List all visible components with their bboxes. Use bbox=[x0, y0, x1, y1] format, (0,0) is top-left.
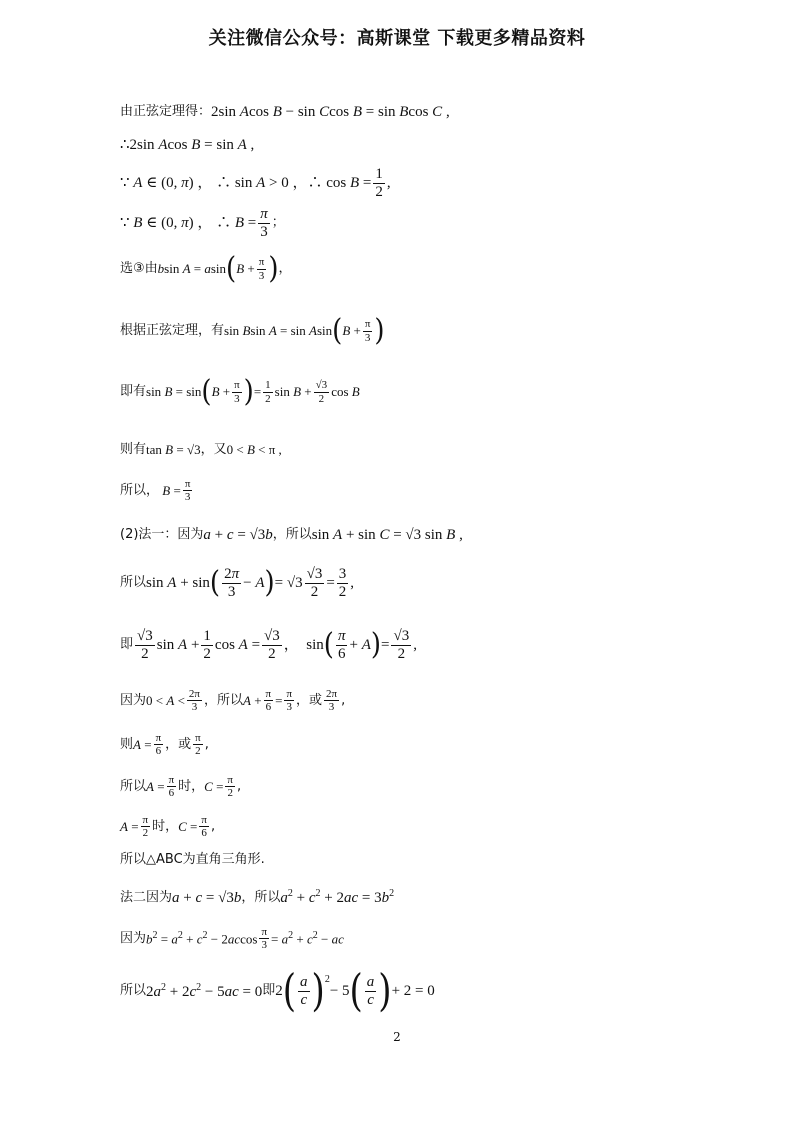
line-10 bbox=[120, 526, 463, 544]
fraction: $\frac{2\pi}{3}$ bbox=[188, 688, 200, 714]
left-paren: ( bbox=[282, 965, 297, 1017]
fraction: $\frac{2\pi}{3}$ bbox=[326, 688, 338, 714]
fraction: $\frac{\pi}{2}$ bbox=[195, 732, 201, 758]
equation: A + bbox=[242, 692, 262, 708]
equation: sin Bsin A = sin Asin bbox=[224, 323, 333, 339]
left-paren: ( bbox=[349, 965, 363, 1017]
fraction: $\frac{√3}{2}$ bbox=[393, 628, 410, 662]
page-header: 关注微信公众号：高斯课堂 下载更多精品资料 bbox=[208, 28, 586, 49]
equals: = bbox=[253, 384, 262, 400]
fraction: $\frac{a}{c}$ bbox=[300, 974, 308, 1008]
line-13-prefix: 因为 bbox=[120, 692, 147, 708]
fraction: $\frac{1}{2}$ bbox=[375, 166, 383, 200]
left-paren: ( bbox=[323, 627, 334, 663]
equation: cos B bbox=[331, 384, 360, 400]
exponent: 2 bbox=[324, 974, 330, 985]
line-11-prefix: 所以 bbox=[120, 575, 147, 591]
equation: B + bbox=[342, 323, 361, 339]
line-18-prefix: 法二因为 bbox=[120, 889, 173, 905]
line-12 bbox=[120, 628, 417, 662]
fraction: $\frac{1}{2}$ bbox=[203, 628, 211, 662]
equation: A = bbox=[146, 778, 165, 794]
comma: , bbox=[236, 778, 242, 794]
because-symbol: ∵ bbox=[120, 215, 130, 231]
line-10-prefix: (2)法一：因为 bbox=[120, 527, 204, 543]
fraction: $\frac{\pi}{3}$ bbox=[260, 206, 268, 240]
comma: , bbox=[204, 736, 209, 752]
line-3 bbox=[120, 166, 391, 200]
equation: sin B = sin bbox=[146, 384, 202, 400]
line-18-mid: ，所以 bbox=[241, 889, 281, 905]
right-paren: ) bbox=[370, 627, 382, 663]
line-13-mid2: ，或 bbox=[296, 692, 323, 708]
because-symbol: ∵ bbox=[120, 175, 130, 191]
line-8-prefix: 则有 bbox=[120, 442, 147, 457]
comma: , bbox=[210, 818, 216, 834]
fraction: $\frac{\pi}{6}$ bbox=[168, 774, 175, 800]
line-13 bbox=[120, 688, 345, 713]
line-9-prefix: 所以， bbox=[120, 482, 160, 498]
line-20-prefix: 所以 bbox=[120, 983, 147, 999]
equation: $a^2 + c^2 + 2ac = 3b^2$ bbox=[280, 888, 395, 906]
equation: C = bbox=[178, 818, 198, 834]
equals: = bbox=[326, 575, 335, 591]
left-paren: ( bbox=[226, 251, 237, 287]
equation: $2a^2 + 2c^2 - 5ac = 0$ bbox=[146, 981, 263, 1000]
fraction: $\frac{\pi}{6}$ bbox=[265, 688, 272, 714]
equation: 0 < B < π , bbox=[226, 442, 282, 457]
line-20 bbox=[120, 965, 435, 1017]
fraction: $\frac{√3}{2}$ bbox=[315, 379, 328, 405]
equation: C = bbox=[204, 778, 224, 794]
comma: , bbox=[386, 175, 391, 191]
equation: B + bbox=[236, 261, 255, 277]
line-1 bbox=[120, 103, 450, 121]
line-16-mid: 时， bbox=[152, 818, 179, 834]
left-paren: ( bbox=[201, 374, 212, 410]
equation: = $a^2 + c^2$ − ac bbox=[271, 930, 344, 947]
equation: sin B + bbox=[274, 384, 312, 400]
comma: ， bbox=[278, 261, 292, 277]
equals: = bbox=[381, 637, 390, 653]
equation: 2sin Acos B − sin Ccos B = sin Bcos C , bbox=[211, 104, 450, 120]
equation: − 5 bbox=[329, 983, 350, 999]
comma: , bbox=[350, 575, 355, 591]
fraction: $\frac{a}{c}$ bbox=[366, 974, 375, 1008]
line-1-prefix: 由正弦定理得： bbox=[120, 104, 212, 120]
equation: a + c = √3b bbox=[172, 889, 242, 906]
right-paren: ) bbox=[264, 565, 275, 601]
equation: cos A = bbox=[214, 637, 261, 653]
line-7 bbox=[120, 374, 360, 410]
line-19 bbox=[120, 926, 344, 951]
left-paren: ( bbox=[209, 565, 221, 601]
fraction: $\frac{1}{2}$ bbox=[265, 379, 271, 405]
equation: B ∈ (0, π) ， ∴ B = bbox=[133, 215, 257, 231]
line-15-mid: 时， bbox=[178, 778, 205, 794]
equation: − A bbox=[243, 575, 265, 591]
line-6-prefix: 根据正弦定理，有 bbox=[120, 323, 225, 339]
line-19-prefix: 因为 bbox=[120, 930, 147, 946]
line-17-text: 所以△ABC为直角三角形. bbox=[120, 852, 265, 867]
line-8-mid: ，又 bbox=[200, 442, 227, 457]
equation: sin A + sin bbox=[146, 575, 210, 591]
line-13-mid: ，所以 bbox=[203, 692, 243, 708]
fraction: $\frac{\pi}{3}$ bbox=[364, 318, 371, 344]
fraction: $\frac{\pi}{3}$ bbox=[234, 379, 240, 405]
line-6 bbox=[120, 313, 385, 349]
line-16 bbox=[120, 814, 215, 839]
equation: B = bbox=[162, 482, 181, 498]
comma: , bbox=[413, 637, 417, 653]
equation: tan B = √3 bbox=[146, 442, 201, 457]
line-15-prefix: 所以 bbox=[120, 778, 147, 794]
line-12-prefix: 即 bbox=[120, 637, 134, 653]
equation: ， sin bbox=[283, 637, 324, 653]
equation: 0 < A < bbox=[146, 692, 185, 708]
semicolon: ； bbox=[271, 215, 285, 231]
equation: $b^2 = a^2 + c^2 - 2accos$ bbox=[146, 930, 258, 947]
fraction: $\frac{2\pi}{3}$ bbox=[224, 566, 240, 600]
fraction: $\frac{\pi}{6}$ bbox=[337, 628, 346, 662]
equation: A = bbox=[133, 736, 152, 752]
right-paren: ) bbox=[268, 251, 279, 287]
therefore-symbol: ∴ bbox=[120, 137, 130, 153]
fraction: $\frac{\pi}{6}$ bbox=[201, 814, 207, 840]
right-paren: ) bbox=[378, 965, 392, 1017]
line-8 bbox=[120, 442, 282, 458]
equation: B + bbox=[211, 384, 231, 400]
fraction: $\frac{\pi}{6}$ bbox=[155, 732, 162, 758]
fraction: $\frac{\pi}{2}$ bbox=[142, 814, 149, 840]
line-5-prefix: 选③由 bbox=[120, 261, 158, 277]
equation: = √3 bbox=[274, 575, 303, 591]
line-11 bbox=[120, 566, 354, 600]
equals: = bbox=[275, 692, 283, 708]
equation: + 2 = 0 bbox=[391, 983, 435, 999]
fraction: $\frac{√3}{2}$ bbox=[264, 628, 280, 662]
line-14-mid: ，或 bbox=[165, 736, 192, 752]
right-paren: ) bbox=[243, 374, 254, 410]
line-9 bbox=[120, 478, 194, 503]
equation: a + c = √3b bbox=[203, 527, 273, 543]
equation: sin A + bbox=[156, 637, 200, 653]
line-14 bbox=[120, 732, 209, 757]
fraction: $\frac{\pi}{3}$ bbox=[258, 256, 265, 282]
equation: A ∈ (0, π) ， ∴ sin A > 0 ，∴ cos B = bbox=[133, 175, 372, 191]
equation: + A bbox=[349, 637, 371, 653]
line-15 bbox=[120, 774, 241, 799]
equation: A = bbox=[120, 818, 139, 834]
right-paren: ) bbox=[311, 965, 325, 1017]
line-10-mid: ，所以 bbox=[272, 527, 312, 543]
comma: , bbox=[341, 692, 346, 708]
equation: sin A + sin C = √3 sin B , bbox=[311, 527, 463, 543]
line-2 bbox=[120, 136, 254, 154]
line-7-prefix: 即有 bbox=[120, 384, 147, 400]
page-number: 2 bbox=[393, 1030, 401, 1044]
fraction: $\frac{√3}{2}$ bbox=[137, 628, 153, 662]
right-paren: ) bbox=[374, 313, 385, 349]
line-4 bbox=[120, 206, 285, 240]
equation: bsin A = asin bbox=[157, 261, 227, 277]
line-5 bbox=[120, 251, 292, 287]
fraction: $\frac{3}{2}$ bbox=[338, 566, 347, 600]
fraction: $\frac{\pi}{3}$ bbox=[286, 688, 292, 714]
left-paren: ( bbox=[332, 313, 343, 349]
line-20-mid: 即 bbox=[262, 983, 276, 999]
fraction: $\frac{\pi}{3}$ bbox=[261, 926, 268, 952]
equation: 2 bbox=[275, 983, 283, 999]
fraction: $\frac{\pi}{2}$ bbox=[227, 774, 233, 800]
fraction: $\frac{√3}{2}$ bbox=[306, 566, 323, 600]
line-14-prefix: 则 bbox=[120, 736, 134, 752]
equation: 2sin Acos B = sin A , bbox=[129, 137, 255, 153]
fraction: $\frac{\pi}{3}$ bbox=[184, 478, 191, 504]
line-17 bbox=[120, 852, 265, 868]
line-18 bbox=[120, 888, 394, 907]
